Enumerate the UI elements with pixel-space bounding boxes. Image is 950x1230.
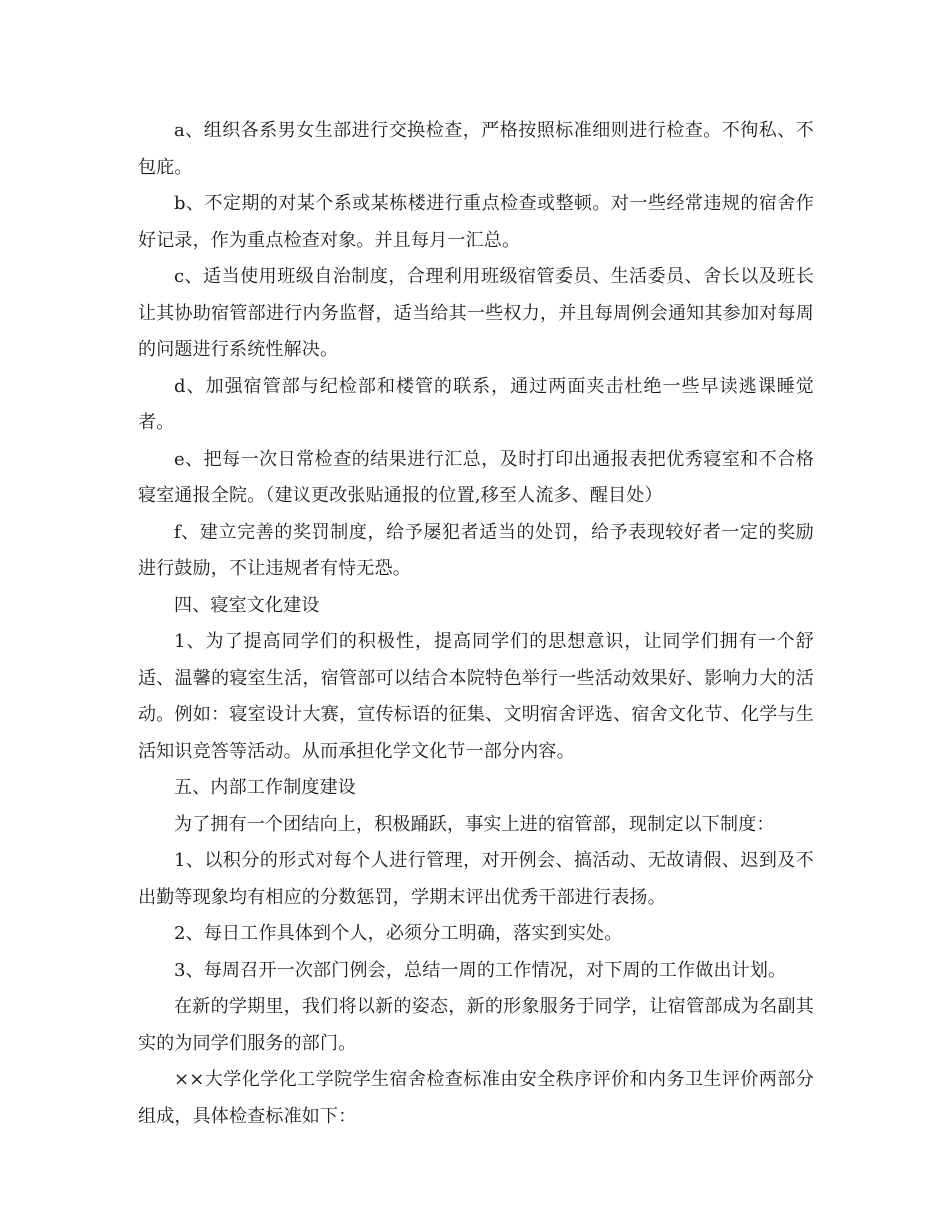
section-heading-4: 四、寝室文化建设	[174, 594, 320, 616]
document-body	[138, 113, 814, 1135]
paragraph-rules-intro: 为了拥有一个团结向上，积极踊跃，事实上进的宿管部，现制定以下制度：	[174, 813, 775, 835]
paragraph-rule-3: 3、每周召开一次部门例会，总结一周的工作情况，对下周的工作做出计划。	[174, 959, 787, 981]
paragraph-c: c、适当使用班级自治制度，合理利用班级宿管委员、生活委员、舍长以及班长让其协助宿管部进行内务监督，适当给其一些权力，并且每周例会通知其参加对每周的问题进行系统性解决。	[138, 266, 814, 360]
paragraph-rule-2: 2、每日工作具体到个人，必须分工明确，落实到实处。	[174, 923, 623, 944]
paragraph-inspection-standard: ××大学化学化工学院学生宿舍检查标准由安全秩序评价和内务卫生评价两部分组成，具体检查标准如下：	[138, 1069, 814, 1127]
paragraph-closing: 在新的学期里，我们将以新的姿态，新的形象服务于同学，让宿管部成为名副其实的为同学们服务的部门。	[138, 996, 814, 1054]
paragraph-a: a、组织各系男女生部进行交换检查，严格按照标准细则进行检查。不徇私、不包庇。	[138, 120, 814, 178]
section-heading-5: 五、内部工作制度建设	[174, 777, 356, 798]
paragraph-b: b、不定期的对某个系或某栋楼进行重点检查或整顿。对一些经常违规的宿舍作好记录，作为重点检查对象。并且每月一汇总。	[138, 193, 814, 251]
paragraph-rule-1: 1、以积分的形式对每个人进行管理，对开例会、搞活动、无故请假、迟到及不出勤等现象均有相应的分数惩罚，学期末评出优秀干部进行表扬。	[138, 850, 814, 908]
paragraph-e: e、把每一次日常检查的结果进行汇总，及时打印出通报表把优秀寝室和不合格寝室通报全院。（建议更改张贴通报的位置,移至人流多、醒目处）	[138, 448, 814, 506]
paragraph-dorm-culture-1: 1、为了提高同学们的积极性，提高同学们的思想意识，让同学们拥有一个舒适、温馨的寝室生活，宿管部可以结合本院特色举行一些活动效果好、影响力大的活动。例如：寝室设计大赛，宣传标语的征集、文明宿舍评选、宿舍文化节、化学与生活知识竞答等活动。从而承担化学文化节一部分内容。	[138, 631, 814, 762]
paragraph-d: d、加强宿管部与纪检部和楼管的联系，通过两面夹击杜绝一些早读逃课睡觉者。	[138, 375, 814, 433]
paragraph-f: f、建立完善的奖罚制度，给予屡犯者适当的处罚，给予表现较好者一定的奖励进行鼓励，不让违规者有恃无恐。	[138, 521, 814, 579]
